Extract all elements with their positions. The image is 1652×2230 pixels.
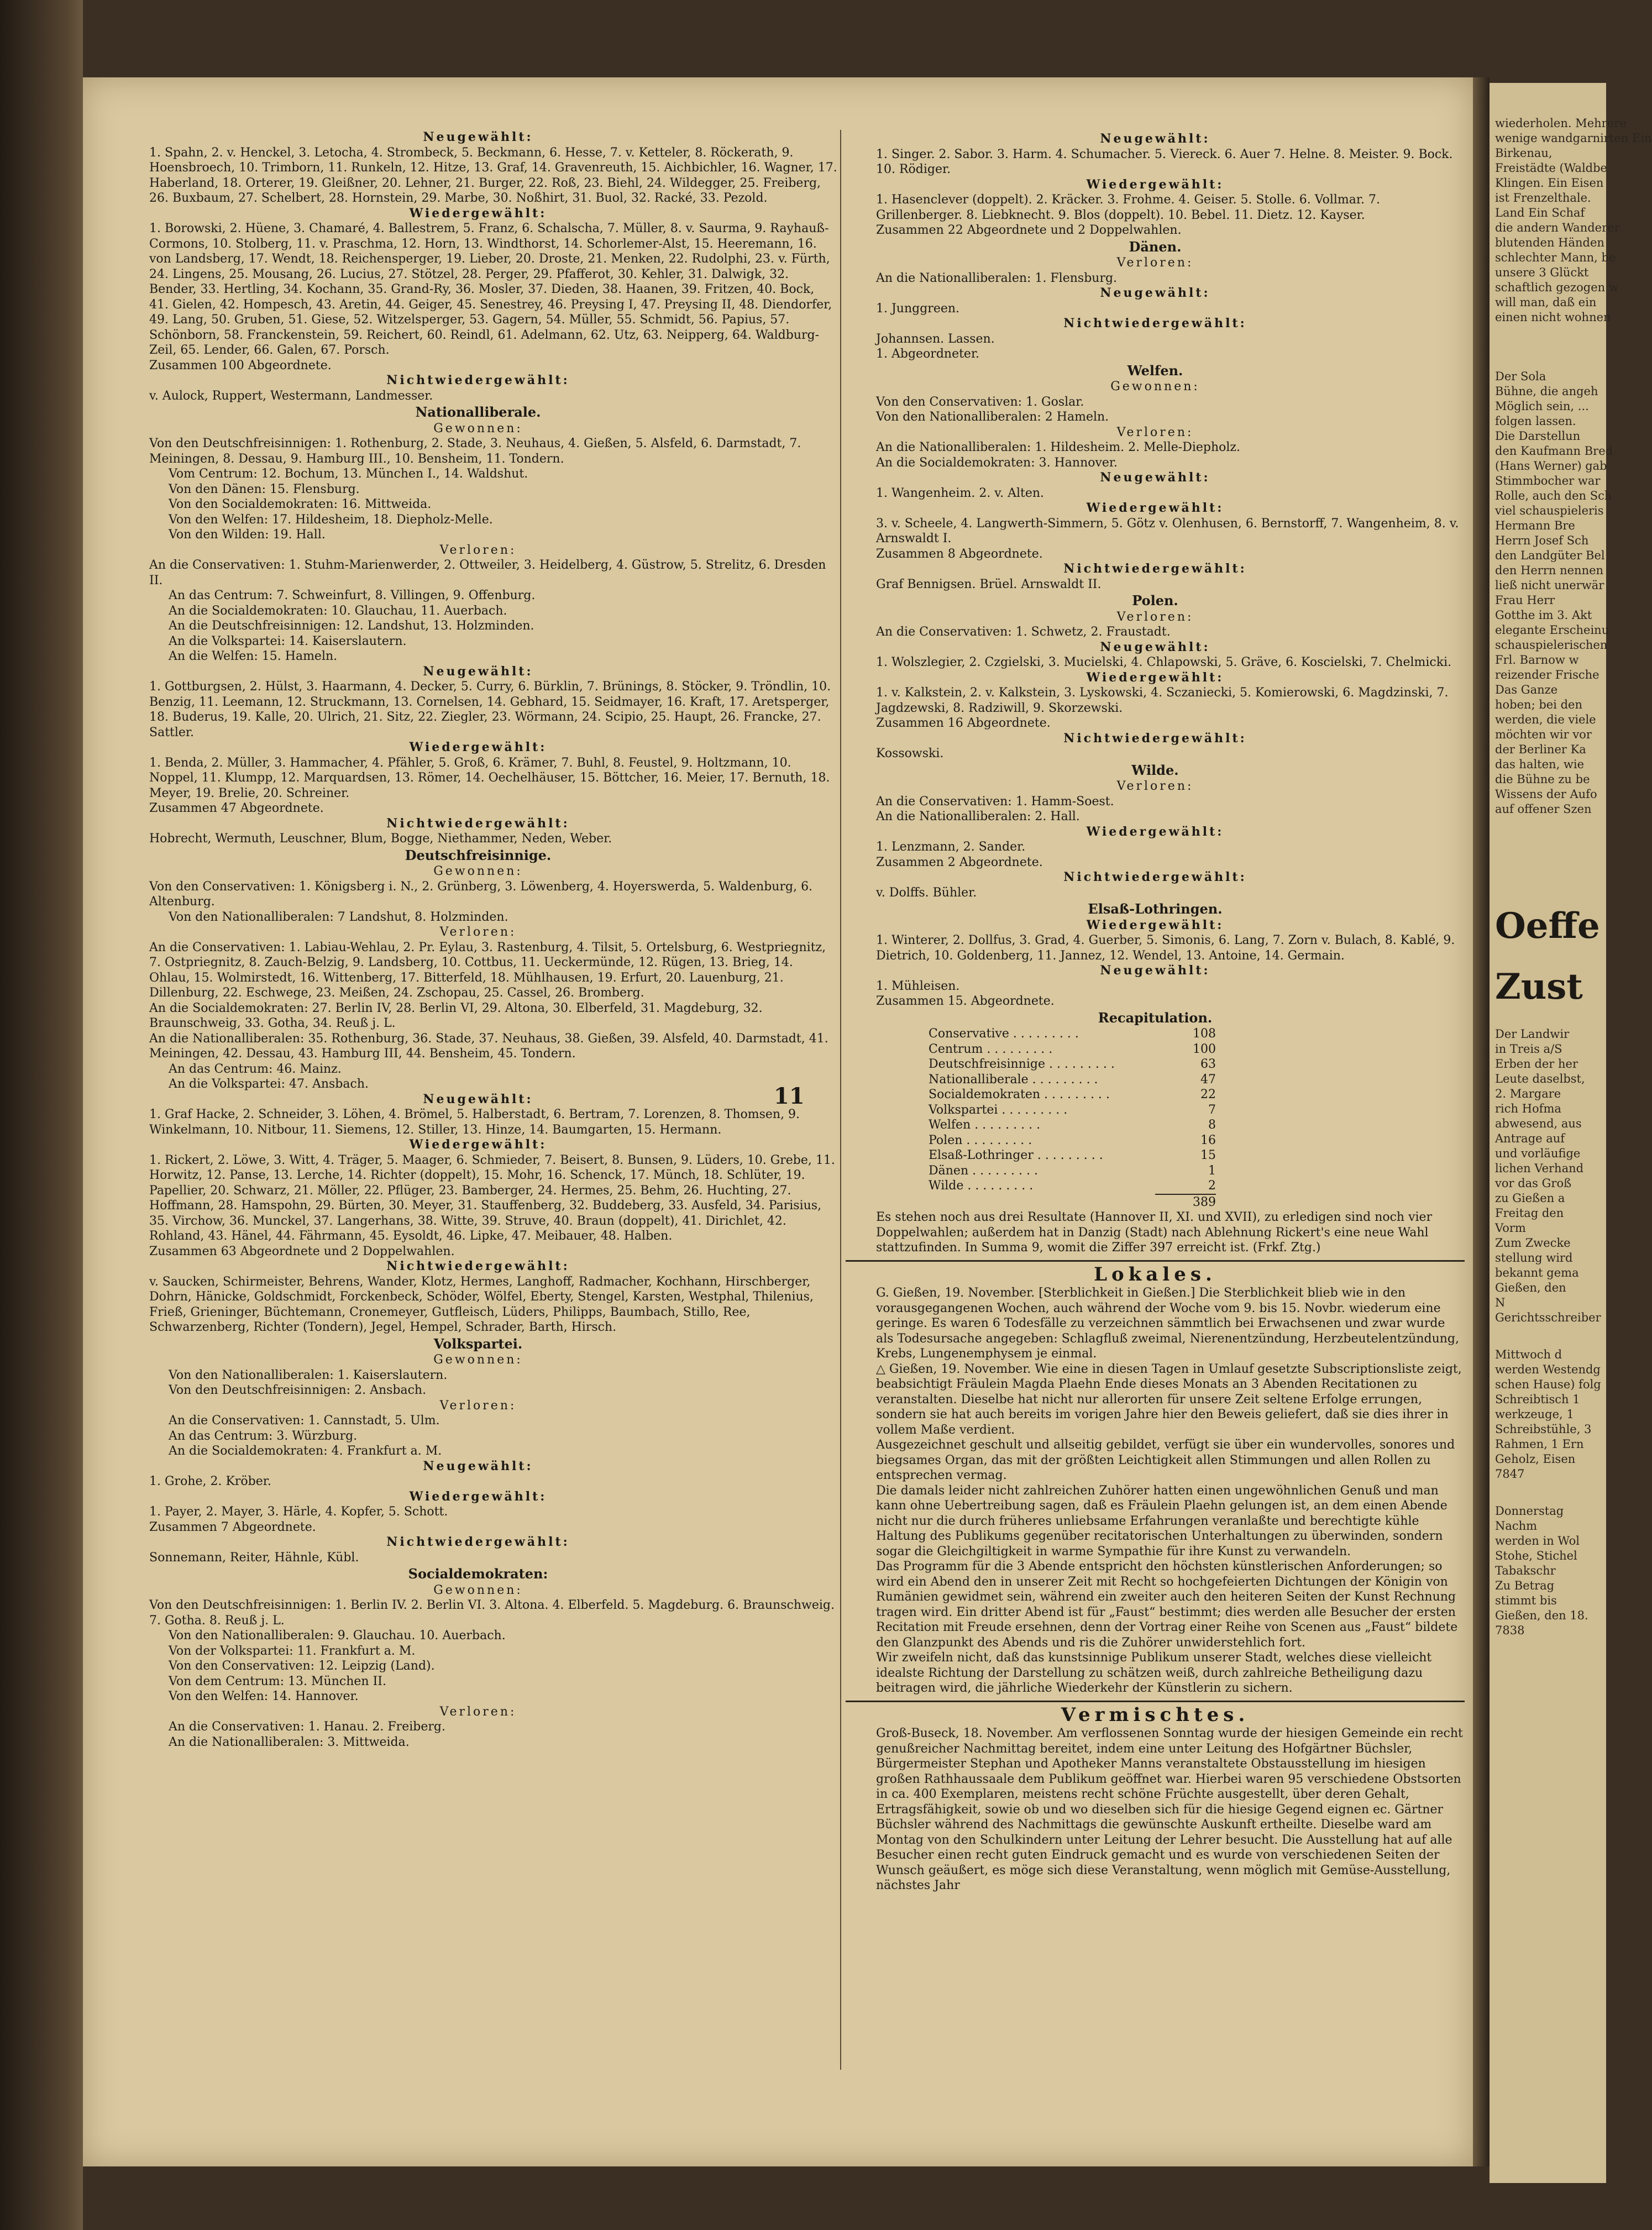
adjacent-page-line: Gießen, den bbox=[1495, 1281, 1566, 1294]
heading-wiedergewaehlt: Wiedergewählt: bbox=[409, 740, 547, 754]
paragraph: 1. Mühleisen. bbox=[876, 979, 960, 993]
recapitulation-total: 389 bbox=[1155, 1194, 1216, 1210]
heading-wiedergewaehlt: Wiedergewählt: bbox=[1086, 670, 1224, 685]
adjacent-page-line: und vorläufige bbox=[1495, 1147, 1581, 1160]
paragraph: 1. v. Kalkstein, 2. v. Kalkstein, 3. Lyskowski, 4. Sczaniecki, 5. Komierowski, 6. Magdzinski, 7. Jagdzewski, 8. Radziwill, 9. Skorzewski. bbox=[876, 686, 1449, 715]
heading-verloren: Verloren: bbox=[439, 925, 517, 939]
adjacent-page-line: den Kaufmann Bred bbox=[1495, 444, 1613, 458]
party-heading-daenen: Dänen. bbox=[1129, 238, 1182, 255]
adjacent-page-line: ist Frenzelthale. bbox=[1495, 191, 1591, 204]
adjacent-page-line: Schreibstühle, 3 bbox=[1495, 1423, 1592, 1436]
paragraph: An die Socialdemokraten: 27. Berlin IV, 28. Berlin VI, 29. Altona, 30. Elberfeld, 31. Magdeburg, 32. Braunschweig, 33. Gotha, 34. Reuß j. L. bbox=[149, 1001, 763, 1030]
adjacent-page-line: stimmt bis bbox=[1495, 1594, 1557, 1607]
paragraph: Graf Bennigsen. Brüel. Arnswaldt II. bbox=[876, 577, 1102, 591]
adjacent-page-line: Wissens der Aufo bbox=[1495, 788, 1597, 801]
paragraph: Die damals leider nicht zahlreichen Zuhörer hatten einen ungewöhnlichen Genuß und man kann ohne Uebertreibung sagen, daß es Fräulein Plaehn gelungen ist, an dem einen Abende nicht nur die durch früheres unliebsame Erfahrungen veranlaßte und berechtigte kühle Haltung des Publikums gegenüber recitatorischen Unterhaltungen zu überwinden, sondern sogar die Gleichgiltigkeit in warme Sympathie für ihre Kunst zu verwandeln. bbox=[876, 1483, 1448, 1559]
paragraph: Hobrecht, Wermuth, Leuschner, Blum, Bogge, Niethammer, Neden, Weber. bbox=[149, 832, 612, 846]
paragraph: An die Nationalliberalen: 1. Flensburg. bbox=[876, 271, 1118, 285]
heading-nichtwiedergewaehlt: Nichtwiedergewählt: bbox=[1063, 316, 1247, 330]
paragraph: An die Conservativen: 1. Schwetz, 2. Fraustadt. bbox=[876, 625, 1171, 639]
adjacent-page-line: Zu Betrag bbox=[1495, 1579, 1555, 1592]
adjacent-page-line: Möglich sein, ... bbox=[1495, 400, 1589, 413]
adjacent-page-line: Birkenau, bbox=[1495, 146, 1553, 160]
adjacent-page-line: Geholz, Eisen bbox=[1495, 1452, 1576, 1466]
recapitulation-row bbox=[929, 1042, 1216, 1057]
heading-verloren: Verloren: bbox=[439, 543, 517, 557]
recapitulation-count: 100 bbox=[1193, 1042, 1216, 1056]
adjacent-page-line: Nachm bbox=[1495, 1519, 1538, 1533]
paragraph: 1. Lenzmann, 2. Sander. bbox=[876, 840, 1026, 854]
adjacent-page-line: auf offener Szen bbox=[1495, 802, 1592, 816]
heading-wiedergewaehlt: Wiedergewählt: bbox=[1086, 501, 1224, 515]
adjacent-page-line: Rahmen, 1 Ern bbox=[1495, 1437, 1584, 1451]
adjacent-page-line: 7838 bbox=[1495, 1624, 1525, 1637]
heading-nichtwiedergewaehlt: Nichtwiedergewählt: bbox=[1063, 562, 1247, 576]
recapitulation-heading: Recapitulation. bbox=[1098, 1009, 1213, 1026]
paragraph: An die Nationalliberalen: 3. Mittweida. bbox=[169, 1735, 410, 1749]
paragraph: Groß-Buseck, 18. November. Am verflossenen Sonntag wurde der hiesigen Gemeinde ein recht genußreicher Nachmittag bereitet, indem eine unter Leitung des Hofgärtner Büchsler, Bürgermeister Stephan und Apotheker Manns veranstaltete Obstausstellung im hiesigen großen Rathhaussaale dem Publikum geöffnet war. Hierbei waren 95 verschiedene Obstsorten in ca. 400 Exemplaren, meistens recht schöne Früchte ausgestellt, über deren Gehalt, Ertragsfähigkeit, sowie ob und wo dieselben sich für die hiesige Gegend eignen ec. Gärtner Büchsler während des Nachmittags die gewünschte Auskunft ertheilte. Dieselbe ward am Montag von den Schulkindern unter Leitung der Lehrer besucht. Die Ausstellung hat auf alle Besucher einen recht guten Eindruck gemacht und es wurde von verschiedenen Seiten der Wunsch geäußert, es möge sich diese Veranstaltung, wenn möglich mit Gemüse-Ausstellung, nächstes Jahr bbox=[876, 1727, 1463, 1892]
heading-wiedergewaehlt: Wiedergewählt: bbox=[409, 1137, 547, 1152]
recapitulation-party: Elsaß-Lothringer . . . . . . . . . bbox=[929, 1148, 1103, 1162]
recapitulation-table bbox=[929, 1026, 1216, 1194]
heading-wiedergewaehlt: Wiedergewählt: bbox=[409, 1489, 547, 1504]
adjacent-page-headline: Oeffe bbox=[1495, 905, 1600, 947]
adjacent-page-line: den Herrn nennen bbox=[1495, 564, 1604, 577]
adjacent-page-line: Donnerstag bbox=[1495, 1504, 1564, 1518]
adjacent-page-line: den Landgüter Bel bbox=[1495, 549, 1605, 562]
adjacent-page-line: bekannt gema bbox=[1495, 1266, 1579, 1279]
heading-wiedergewaehlt: Wiedergewählt: bbox=[1086, 177, 1224, 192]
recapitulation-row bbox=[929, 1133, 1216, 1148]
recapitulation-row bbox=[929, 1178, 1216, 1194]
adjacent-page-line: Land Ein Schaf bbox=[1495, 206, 1585, 219]
summary: 1. Abgeordneter. bbox=[876, 347, 980, 361]
divider bbox=[846, 1260, 1465, 1262]
recapitulation-count: 8 bbox=[1208, 1118, 1216, 1132]
paragraph: Von den Welfen: 14. Hannover. bbox=[169, 1689, 359, 1703]
adjacent-page-line: Das Ganze bbox=[1495, 683, 1558, 696]
summary: Zusammen 15. Abgeordnete. bbox=[876, 994, 1055, 1008]
paragraph: An die Volkspartei: 47. Ansbach. bbox=[169, 1077, 369, 1091]
paragraph: 1. Wangenheim. 2. v. Alten. bbox=[876, 486, 1045, 500]
paragraph: An die Deutschfreisinnigen: 12. Landshut, 13. Holzminden. bbox=[169, 619, 534, 633]
paragraph: 1. Borowski, 2. Hüene, 3. Chamaré, 4. Ballestrem, 5. Franz, 6. Schalscha, 7. Müller, 8. v. Saurma, 9. Rayhauß-Cormons, 10. Stolberg, 11. v. Praschma, 12. Horn, 13. Windthorst, 14. Schorlemer-Alst, 15. Heeremann, 16. von Landsberg, 17. Wendt, 18. Reichensperger, 19. Lieber, 20. Droste, 21. Menken, 22. Rudolphi, 23. v. Fürth, 24. Lingens, 25. Mousang, 26. Lucius, 27. Stötzel, 28. Perger, 29. Pfafferot, 30. Kehler, 31. Dalwigk, 32. Bender, 33. Hertling, 34. Kochann, 35. Grand-Ry, 36. Mosler, 37. Dieden, 38. Haanen, 39. Fritzen, 40. Bock, 41. Gielen, 42. Hompesch, 43. Aretin, 44. Geiger, 45. Senestrey, 46. Preysing I, 47. Preysing II, 48. Diendorfer, 49. Lang, 50. Gruben, 51. Giese, 52. Witzelsperger, 53. Gagern, 54. Müller, 55. Schmidt, 56. Papius, 57. Schönborn, 58. Franckenstein, 59. Reichert, 60. Reindl, 61. Adelmann, 62. Utz, 63. Neipperg, 64. Waldburg-Zeil, 65. Lender, 66. Galen, 67. Porsch. bbox=[149, 222, 832, 357]
recapitulation-party: Centrum . . . . . . . . . bbox=[929, 1042, 1053, 1056]
paragraph: 1. Hasenclever (doppelt). 2. Kräcker. 3. Frohme. 4. Geiser. 5. Stolle. 6. Vollmar. 7. Grillenberger. 8. Liebknecht. 9. Blos (doppelt). 10. Bebel. 11. Dietz. 12. Kayser. bbox=[876, 193, 1380, 222]
summary: Zusammen 2 Abgeordnete. bbox=[876, 855, 1043, 869]
paragraph: An die Conservativen: 1. Hanau. 2. Freiberg. bbox=[169, 1720, 445, 1734]
summary: Zusammen 63 Abgeordnete und 2 Doppelwahlen. bbox=[149, 1244, 455, 1258]
paragraph: An die Socialdemokraten: 3. Hannover. bbox=[876, 455, 1118, 470]
column-rule bbox=[840, 130, 841, 2070]
heading-gewonnen: Gewonnen: bbox=[433, 421, 523, 435]
paragraph: 1. Wolszlegier, 2. Czgielski, 3. Mucielski, 4. Chlapowski, 5. Gräve, 6. Koscielski, 7. Chelmicki. bbox=[876, 655, 1452, 669]
recapitulation-party: Volkspartei . . . . . . . . . bbox=[929, 1103, 1068, 1117]
paragraph: An die Conservativen: 1. Labiau-Wehlau, 2. Pr. Eylau, 3. Rastenburg, 4. Tilsit, 5. Ortelsburg, 6. Westpriegnitz, 7. Ostpriegnitz, 8. Zauch-Belzig, 9. Landsberg, 10. Cottbus, 11. Ueckermünde, 12. Rügen, 13. Brieg, 14. Ohlau, 15. Wolmirstedt, 16. Wittenberg, 17. Bitterfeld, 18. Mühlhausen, 19. Erfurt, 20. Lauenburg, 21. Dillenburg, 22. Eschwege, 23. Meißen, 24. Zschopau, 25. Cassel, 26. Bromberg. bbox=[149, 940, 826, 1000]
recapitulation-count: 22 bbox=[1200, 1088, 1216, 1101]
recapitulation-party: Conservative . . . . . . . . . bbox=[929, 1027, 1079, 1041]
paragraph: An die Nationalliberalen: 35. Rothenburg, 36. Stade, 37. Neuhaus, 38. Gießen, 39. Alsfeld, 40. Darmstadt, 41. Meiningen, 42. Dessau, 43. Hamburg III, 44. Bensheim, 45. Tondern. bbox=[149, 1031, 828, 1061]
heading-wiedergewaehlt: Wiedergewählt: bbox=[1086, 824, 1224, 839]
summary: Zusammen 8 Abgeordnete. bbox=[876, 547, 1043, 561]
paragraph: Es stehen noch aus drei Resultate (Hannover II, XI. und XVII), zu erledigen sind noch vier Doppelwahlen; außerdem hat in Danzig (Stadt) nach Ablehnung Rickert's eine neue Wahl stattzufinden. In Summa 9, womit die Ziffer 397 erreicht ist. (Frkf. Ztg.) bbox=[876, 1210, 1433, 1255]
paragraph: Von den Deutschfreisinnigen: 1. Berlin IV. 2. Berlin VI. 3. Altona. 4. Elberfeld. 5. Magdeburg. 6. Braunschweig. 7. Gotha. 8. Reuß j. L. bbox=[149, 1598, 835, 1628]
paragraph: Von den Socialdemokraten: 16. Mittweida. bbox=[169, 497, 432, 511]
recapitulation-party: Polen . . . . . . . . . bbox=[929, 1133, 1032, 1147]
recapitulation-row bbox=[929, 1103, 1216, 1118]
heading-nichtwiedergewaehlt: Nichtwiedergewählt: bbox=[386, 816, 570, 831]
adjacent-page-line: ließ nicht unerwär bbox=[1495, 579, 1604, 592]
adjacent-page-line: die andern Wanderer bbox=[1495, 221, 1620, 234]
paragraph: 1. Rickert, 2. Löwe, 3. Witt, 4. Träger, 5. Maager, 6. Schmieder, 7. Beisert, 8. Bunsen, 9. Lüders, 10. Grebe, 11. Horwitz, 12. Panse, 13. Lerche, 14. Richter (doppelt), 15. Mohr, 16. Schenck, 17. Münch, 18. Schlüter, 19. Papellier, 20. Schwarz, 21. Möller, 22. Pflüger, 23. Bamberger, 24. Hermes, 25. Behm, 26. Huchting, 27. Hoffmann, 28. Hamspohn, 29. Bürten, 30. Meyer, 31. Stauffenberg, 32. Buddeberg, 33. Ausfeld, 34. Parisius, 35. Virchow, 36. Munckel, 37. Langerhans, 38. Witte, 39. Struve, 40. Braun (doppelt), 41. Dirichlet, 42. Rohland, 43. Hänel, 44. Fährmann, 45. Eysoldt, 46. Lipke, 47. Meibauer, 48. Halben. bbox=[149, 1153, 835, 1243]
section-heading-vermischtes: Vermischtes. bbox=[1061, 1703, 1250, 1726]
heading-nichtwiedergewaehlt: Nichtwiedergewählt: bbox=[1063, 731, 1247, 746]
recapitulation-party: Socialdemokraten . . . . . . . . . bbox=[929, 1088, 1110, 1101]
heading-nichtwiedergewaehlt: Nichtwiedergewählt: bbox=[386, 373, 570, 387]
heading-gewonnen: Gewonnen: bbox=[433, 1583, 523, 1597]
adjacent-page-line: Erben der her bbox=[1495, 1057, 1578, 1071]
paragraph: An die Socialdemokraten: 10. Glauchau, 11. Auerbach. bbox=[169, 604, 507, 618]
party-heading-deutschfreisinnige: Deutschfreisinnige. bbox=[405, 847, 552, 863]
heading-gewonnen: Gewonnen: bbox=[433, 1353, 523, 1367]
recapitulation-total-row bbox=[929, 1194, 1216, 1210]
paragraph: Ausgezeichnet geschult und allseitig gebildet, verfügt sie über ein wundervolles, sonores und biegsames Organ, das mit der größten Leichtigkeit allen Stimmungen und allen Rollen zu entsprechen vermag. bbox=[876, 1438, 1455, 1482]
heading-neugewaehlt: Neugewählt: bbox=[423, 664, 533, 679]
adjacent-page-line: abwesend, aus bbox=[1495, 1117, 1582, 1130]
heading-gewonnen: Gewonnen: bbox=[1110, 380, 1200, 393]
adjacent-page-line: schaftlich gezogen w bbox=[1495, 281, 1619, 294]
paragraph: Von den Conservativen: 1. Königsberg i. N., 2. Grünberg, 3. Löwenberg, 4. Hoyerswerda, 5. Waldenburg, 6. Altenburg. bbox=[149, 879, 813, 909]
adjacent-page-line: rich Hofma bbox=[1495, 1102, 1561, 1115]
paragraph: 1. Benda, 2. Müller, 3. Hammacher, 4. Pfähler, 5. Groß, 6. Krämer, 7. Buhl, 8. Feustel, 9. Holtzmann, 10. Noppel, 11. Klumpp, 12. Marquardsen, 13. Römer, 14. Oechelhäuser, 15. Böttcher, 16. Meier, 17. Bernuth, 18. Meyer, 19. Brelie, 20. Schreiner. bbox=[149, 755, 830, 800]
paragraph: Von den Welfen: 17. Hildesheim, 18. Diepholz-Melle. bbox=[169, 512, 493, 527]
heading-neugewaehlt: Neugewählt: bbox=[423, 1092, 533, 1106]
adjacent-page-line: Gotthe im 3. Akt bbox=[1495, 608, 1592, 622]
paragraph: 1. Junggreen. bbox=[876, 301, 960, 316]
paragraph: Von den Nationalliberalen: 9. Glauchau. 10. Auerbach. bbox=[169, 1629, 506, 1643]
party-heading-volkspartei: Volkspartei. bbox=[433, 1335, 523, 1352]
recapitulation-count: 15 bbox=[1200, 1148, 1216, 1162]
adjacent-page-line: wiederholen. Mehrere bbox=[1495, 117, 1627, 130]
recapitulation-party: Welfen . . . . . . . . . bbox=[929, 1118, 1041, 1132]
recapitulation-count: 108 bbox=[1193, 1027, 1216, 1041]
recapitulation-count: 2 bbox=[1208, 1179, 1216, 1193]
adjacent-page-line: Klingen. Ein Eisen bbox=[1495, 176, 1604, 190]
recapitulation-row bbox=[929, 1087, 1216, 1103]
adjacent-page-line: einen nicht wohnen bbox=[1495, 311, 1611, 324]
paragraph: 1. Spahn, 2. v. Henckel, 3. Letocha, 4. Strombeck, 5. Beckmann, 6. Hesse, 7. v. Ketteler, 8. Röckerath, 9. Hoensbroech, 10. Trimborn, 11. Runkeln, 12. Hitze, 13. Graf, 14. Gravenreuth, 15. Aichbichler, 16. Wagner, 17. Haberland, 18. Orterer, 19. Gleißner, 20. Lehner, 21. Burger, 22. Roß, 23. Biehl, 24. Wildegger, 25. Freiberg, 26. Buxbaum, 27. Schelbert, 28. Hornstein, 29. Marbe, 30. Noßhirt, 31. Buol, 32. Racké, 33. Pezold. bbox=[149, 145, 837, 205]
adjacent-page-line: Stohe, Stichel bbox=[1495, 1549, 1577, 1562]
adjacent-page-line: das halten, wie bbox=[1495, 758, 1585, 771]
summary: Zusammen 100 Abgeordnete. bbox=[149, 358, 332, 372]
adjacent-page-line: Stimmbocher war bbox=[1495, 474, 1601, 487]
left-column bbox=[119, 130, 837, 1750]
heading-neugewaehlt: Neugewählt: bbox=[1100, 470, 1210, 485]
adjacent-page-line: schlechter Mann, be bbox=[1495, 251, 1616, 264]
heading-verloren: Verloren: bbox=[1116, 779, 1194, 793]
heading-verloren: Verloren: bbox=[1116, 256, 1194, 270]
heading-wiedergewaehlt: Wiedergewählt: bbox=[409, 206, 547, 221]
recapitulation-count: 7 bbox=[1208, 1103, 1216, 1117]
heading-nichtwiedergewaehlt: Nichtwiedergewählt: bbox=[386, 1259, 570, 1273]
paragraph: G. Gießen, 19. November. [Sterblichkeit in Gießen.] Die Sterblichkeit blieb wie in den vorausgegangenen Wochen, auch während der Woche vom 9. bis 15. Novbr. wiederum eine geringe. Es waren 6 Todesfälle zu verzeichnen sämmtlich bei Erwachsenen und zwar wurde als Todesursache angegeben: Schlagfluß zweimal, Nierenentzündung, Herzbeutelentzündung, Krebs, Lungenemphysem je einmal. bbox=[876, 1286, 1460, 1361]
paragraph: 1. Gottburgsen, 2. Hülst, 3. Haarmann, 4. Decker, 5. Curry, 6. Bürklin, 7. Brünings, 8. Stöcker, 9. Tröndlin, 10. Benzig, 11. Leemann, 12. Struckmann, 13. Cornelsen, 14. Gebhard, 15. Seidmayer, 16. Kraft, 17. Aretsperger, 18. Buderus, 19. Kalle, 20. Ulrich, 21. Sitz, 22. Ziegler, 23. Wörmann, 24. Scipio, 25. Haupt, 26. Francke, 27. Sattler. bbox=[149, 680, 831, 739]
adjacent-page-line: blutenden Händen bbox=[1495, 236, 1604, 249]
paragraph: An die Conservativen: 1. Stuhm-Marienwerder, 2. Ottweiler, 3. Heidelberg, 4. Güstrow, 5. Strelitz, 6. Dresden II. bbox=[149, 558, 826, 587]
paragraph: Johannsen. Lassen. bbox=[876, 332, 995, 346]
adjacent-page-line: lichen Verhand bbox=[1495, 1162, 1584, 1175]
heading-neugewaehlt: Neugewählt: bbox=[423, 130, 533, 144]
adjacent-page-headline: Zust bbox=[1495, 966, 1583, 1008]
paragraph: v. Dolffs. Bühler. bbox=[876, 885, 977, 900]
heading-gewonnen: Gewonnen: bbox=[433, 864, 523, 878]
heading-wiedergewaehlt: Wiedergewählt: bbox=[1086, 917, 1224, 932]
paragraph: Das Programm für die 3 Abende entspricht den höchsten künstlerischen Anforderungen; so wird ein Abend den in unserer Zeit mit Recht so hochgefeierten Dichtungen der Königin von Rumänien gewidmet sein, während ein zweiter auch den heiteren Seiten der Kunst Rechnung tragen wird. Ein dritter Abend ist für „Faust“ bestimmt; dies werden alle Besucher der ersten Recitation mit Freude ersehnen, denn der Vortrag einer Reihe von Scenen aus „Faust“ bildete den Glanzpunkt des Abends und ris die Zuhörer unwiderstehlich fort. bbox=[876, 1560, 1458, 1650]
paragraph: v. Saucken, Schirmeister, Behrens, Wander, Klotz, Hermes, Langhoff, Radmacher, Kochhann, Hirschberger, Dohrn, Hänicke, Goldschmidt, Forckenbeck, Schöder, Wölfel, Eberty, Stengel, Karsten, Westphal, Thilenius, Frieß, Grieninger, Büchtemann, Cronemeyer, Gutfleisch, Lüders, Philipps, Baumbach, Stillo, Ree, Schwarzenberg, Richter (Tondern), Jegel, Hempel, Schrader, Barth, Hirsch. bbox=[149, 1274, 814, 1334]
heading-verloren: Verloren: bbox=[439, 1704, 517, 1719]
adjacent-page-line: hoben; bei den bbox=[1495, 698, 1582, 711]
paragraph: △ Gießen, 19. November. Wie eine in diesen Tagen in Umlauf gesetzte Subscriptionsliste zeigt, beabsichtigt Fräulein Magda Plaehn Ende dieses Monats an 3 Abenden Recitationen zu veranstalten. Dieselbe hat nicht nur allerorten für unsere Zeit seltene Erfolge errungen, sondern sie hat auch bereits im vorigen Jahre hier den Beweis geliefert, daß sie dies ihrer in vollem Maße verdient. bbox=[876, 1362, 1462, 1437]
adjacent-page-line: Freitag den bbox=[1495, 1206, 1564, 1220]
paragraph: An die Nationalliberalen: 2. Hall. bbox=[876, 810, 1080, 823]
adjacent-page bbox=[1490, 83, 1652, 2183]
heading-verloren: Verloren: bbox=[1116, 610, 1194, 624]
adjacent-page-line: in Treis a/S bbox=[1495, 1042, 1562, 1056]
paragraph: Sonnemann, Reiter, Hähnle, Kübl. bbox=[149, 1550, 359, 1565]
paragraph: Von den Wilden: 19. Hall. bbox=[169, 528, 326, 542]
recapitulation-party: Wilde . . . . . . . . . bbox=[929, 1179, 1034, 1193]
adjacent-page-line: Vorm bbox=[1495, 1221, 1526, 1235]
adjacent-page-line: Die Darstellun bbox=[1495, 429, 1581, 443]
recapitulation-row bbox=[929, 1117, 1216, 1133]
adjacent-page-line: der Berliner Ka bbox=[1495, 743, 1586, 756]
section-heading-lokales: Lokales. bbox=[1094, 1263, 1216, 1285]
summary: Zusammen 47 Abgeordnete. bbox=[149, 801, 324, 815]
paragraph: An das Centrum: 7. Schweinfurt, 8. Villingen, 9. Offenburg. bbox=[169, 589, 536, 602]
adjacent-page-line: unsere 3 Glückt bbox=[1495, 266, 1589, 279]
adjacent-page-line: Bühne, die angeh bbox=[1495, 385, 1598, 398]
party-heading-elsass-lothringen: Elsaß-Lothringen. bbox=[1088, 901, 1223, 917]
summary: Zusammen 7 Abgeordnete. bbox=[149, 1520, 316, 1534]
adjacent-page-line: viel schauspieleris bbox=[1495, 504, 1604, 517]
adjacent-page-line: zu Gießen a bbox=[1495, 1192, 1565, 1205]
adjacent-page-line: schauspielerischen bbox=[1495, 638, 1608, 652]
paragraph: Von den Deutschfreisinnigen: 1. Rothenburg, 2. Stade, 3. Neuhaus, 4. Gießen, 5. Alsfeld, 6. Darmstadt, 7. Meiningen, 8. Dessau, 9. Hamburg III., 10. Bensheim, 11. Tondern. bbox=[149, 437, 801, 466]
paragraph: Kossowski. bbox=[876, 747, 944, 760]
recapitulation-party: Dänen . . . . . . . . . bbox=[929, 1163, 1038, 1178]
book-binding bbox=[0, 0, 83, 2230]
adjacent-page-line: werkzeuge, 1 bbox=[1495, 1408, 1574, 1421]
adjacent-page-line: möchten wir vor bbox=[1495, 728, 1592, 741]
paragraph: An das Centrum: 46. Mainz. bbox=[169, 1062, 342, 1076]
adjacent-page-line: Herrn Josef Sch bbox=[1495, 534, 1589, 547]
adjacent-page-line: will man, daß ein bbox=[1495, 296, 1597, 309]
paragraph: An die Volkspartei: 14. Kaiserslautern. bbox=[169, 634, 407, 648]
paragraph: 1. Grohe, 2. Kröber. bbox=[149, 1475, 271, 1488]
heading-neugewaehlt: Neugewählt: bbox=[1100, 639, 1210, 654]
adjacent-page-line: reizender Frische bbox=[1495, 668, 1599, 681]
party-heading-socialdemokraten: Socialdemokraten: bbox=[408, 1566, 548, 1582]
adjacent-page-line: Schreibtisch 1 bbox=[1495, 1393, 1580, 1406]
heading-verloren: Verloren: bbox=[1116, 425, 1194, 439]
heading-nichtwiedergewaehlt: Nichtwiedergewählt: bbox=[1063, 870, 1247, 884]
adjacent-page-line: stellung wird bbox=[1495, 1251, 1573, 1264]
adjacent-page-line: 2. Margare bbox=[1495, 1087, 1561, 1100]
paragraph: 3. v. Scheele, 4. Langwerth-Simmern, 5. Götz v. Olenhusen, 6. Bernstorff, 7. Wangenheim, 8. v. Arnswaldt I. bbox=[876, 516, 1459, 545]
adjacent-page-line: N bbox=[1495, 1296, 1506, 1309]
adjacent-page-line: wenige wandgarnirten Ein bbox=[1495, 132, 1652, 145]
adjacent-page-line: Antrage auf bbox=[1495, 1132, 1565, 1145]
adjacent-page-line: Tabakschr bbox=[1495, 1564, 1556, 1577]
adjacent-page-line: Hermann Bre bbox=[1495, 519, 1575, 532]
paragraph: An das Centrum: 3. Würzburg. bbox=[169, 1429, 358, 1443]
recapitulation-row bbox=[929, 1072, 1216, 1088]
paragraph: An die Socialdemokraten: 4. Frankfurt a. M. bbox=[169, 1444, 442, 1458]
recapitulation-count: 16 bbox=[1200, 1133, 1216, 1147]
recapitulation-row bbox=[929, 1148, 1216, 1163]
adjacent-page-line: werden Westendg bbox=[1495, 1363, 1601, 1376]
paragraph: v. Aulock, Ruppert, Westermann, Landmesser. bbox=[149, 389, 433, 403]
heading-neugewaehlt: Neugewählt: bbox=[1100, 132, 1210, 146]
paragraph: Wir zweifeln nicht, daß das kunstsinnige Publikum unserer Stadt, welches diese vielleicht idealste Richtung der Darstellung zu schätzen weiß, durch zahlreiche Betheiligung dazu beitragen wird, die jährliche Wiederkehr der Künstlerin zu sichern. bbox=[876, 1651, 1432, 1695]
heading-nichtwiedergewaehlt: Nichtwiedergewählt: bbox=[386, 1535, 570, 1549]
paragraph: An die Conservativen: 1. Hamm-Soest. bbox=[876, 794, 1114, 809]
heading-neugewaehlt: Neugewählt: bbox=[423, 1458, 533, 1473]
adjacent-page-line: Frau Herr bbox=[1495, 594, 1555, 607]
adjacent-page-line: Leute daselbst, bbox=[1495, 1072, 1585, 1085]
summary: Zusammen 16 Abgeordnete. bbox=[876, 716, 1051, 730]
recapitulation-count: 63 bbox=[1200, 1057, 1216, 1071]
paragraph: Von den Conservativen: 12. Leipzig (Land). bbox=[169, 1659, 435, 1673]
party-heading-wilde: Wilde. bbox=[1131, 762, 1179, 778]
adjacent-page-line: 7847 bbox=[1495, 1467, 1525, 1481]
paragraph: 1. Singer. 2. Sabor. 3. Harm. 4. Schumacher. 5. Viereck. 6. Auer 7. Helne. 8. Meister. 9. Bock. 10. Rödiger. bbox=[876, 147, 1453, 176]
adjacent-page-line: Mittwoch d bbox=[1495, 1348, 1562, 1361]
paragraph: An die Welfen: 15. Hameln. bbox=[169, 649, 338, 663]
paragraph: 1. Graf Hacke, 2. Schneider, 3. Löhen, 4. Brömel, 5. Halberstadt, 6. Bertram, 7. Lorenzen, 8. Thomsen, 9. Winkelmann, 10. Nitbour, 11. Siemens, 12. Stiller, 13. Hinze, 14. Baumgarten, 15. Hermann. bbox=[149, 1108, 800, 1137]
recapitulation-row bbox=[929, 1163, 1216, 1179]
party-heading-welfen: Welfen. bbox=[1127, 362, 1183, 379]
paragraph: An die Nationalliberalen: 1. Hildesheim. 2. Melle-Diepholz. bbox=[876, 440, 1241, 454]
adjacent-page-line: elegante Erscheinu bbox=[1495, 623, 1609, 637]
party-heading-polen: Polen. bbox=[1132, 592, 1178, 608]
adjacent-page-line: schen Hause) folg bbox=[1495, 1378, 1601, 1391]
adjacent-page-line: werden in Wol bbox=[1495, 1534, 1580, 1547]
heading-neugewaehlt: Neugewählt: bbox=[1100, 286, 1210, 300]
paragraph: An die Conservativen: 1. Cannstadt, 5. Ulm. bbox=[169, 1414, 440, 1428]
adjacent-page-line: folgen lassen. bbox=[1495, 414, 1576, 428]
paragraph: Vom Centrum: 12. Bochum, 13. München I., 14. Waldshut. bbox=[169, 467, 528, 481]
paragraph: Von den Nationalliberalen: 7 Landshut, 8. Holzminden. bbox=[169, 910, 508, 924]
paragraph: 1. Payer, 2. Mayer, 3. Härle, 4. Kopfer, 5. Schott. bbox=[149, 1505, 448, 1519]
adjacent-page-line: Gerichtsschreiber bbox=[1495, 1311, 1601, 1324]
paragraph: Von den Deutschfreisinnigen: 2. Ansbach. bbox=[169, 1383, 427, 1397]
recapitulation-row bbox=[929, 1026, 1216, 1042]
adjacent-page-line: Zum Zwecke bbox=[1495, 1236, 1571, 1250]
heading-neugewaehlt: Neugewählt: bbox=[1100, 963, 1210, 978]
adjacent-page-line: Der Sola bbox=[1495, 370, 1546, 383]
paragraph: Von den Nationalliberalen: 2 Hameln. bbox=[876, 410, 1109, 424]
adjacent-page-line: Der Landwir bbox=[1495, 1027, 1570, 1041]
heading-verloren: Verloren: bbox=[439, 1398, 517, 1413]
adjacent-page-line: Gießen, den 18. bbox=[1495, 1609, 1588, 1622]
paragraph: Von den Dänen: 15. Flensburg. bbox=[169, 482, 360, 496]
adjacent-page-line: die Bühne zu be bbox=[1495, 773, 1590, 786]
adjacent-page-line: Freistädte (Waldbe bbox=[1495, 161, 1607, 175]
paragraph: Von den Conservativen: 1. Goslar. bbox=[876, 395, 1084, 409]
recapitulation-count: 1 bbox=[1208, 1163, 1216, 1178]
page-edge bbox=[1473, 77, 1490, 2166]
paragraph: 1. Winterer, 2. Dollfus, 3. Grad, 4. Guerber, 5. Simonis, 6. Lang, 7. Zorn v. Bulach, 8. Kablé, 9. Dietrich, 10. Goldenberg, 11. Jannez, 12. Wendel, 13. Antoine, 14. Germain. bbox=[876, 933, 1455, 963]
handwritten-mark: 11 bbox=[774, 1083, 805, 1109]
recapitulation-row bbox=[929, 1057, 1216, 1072]
divider bbox=[846, 1701, 1465, 1702]
adjacent-page-line: Rolle, auch den Sch bbox=[1495, 489, 1612, 502]
adjacent-page-line: (Hans Werner) gab bbox=[1495, 459, 1607, 473]
paragraph: Von den Nationalliberalen: 1. Kaiserslautern. bbox=[169, 1368, 448, 1382]
recapitulation-party: Nationalliberale . . . . . . . . . bbox=[929, 1072, 1098, 1087]
adjacent-page-line: werden, die viele bbox=[1495, 713, 1596, 726]
summary: Zusammen 22 Abgeordnete und 2 Doppelwahlen. bbox=[876, 223, 1182, 237]
adjacent-page-line: vor das Groß bbox=[1495, 1177, 1572, 1190]
recapitulation-party: Deutschfreisinnige . . . . . . . . . bbox=[929, 1057, 1115, 1071]
paragraph: Von dem Centrum: 13. München II. bbox=[169, 1674, 386, 1688]
paragraph: Von der Volkspartei: 11. Frankfurt a. M. bbox=[169, 1644, 416, 1658]
right-column bbox=[846, 132, 1465, 1893]
adjacent-page-line: Frl. Barnow w bbox=[1495, 653, 1579, 667]
party-heading-nationalliberale: Nationalliberale. bbox=[415, 404, 541, 420]
recapitulation-count: 47 bbox=[1200, 1072, 1216, 1087]
